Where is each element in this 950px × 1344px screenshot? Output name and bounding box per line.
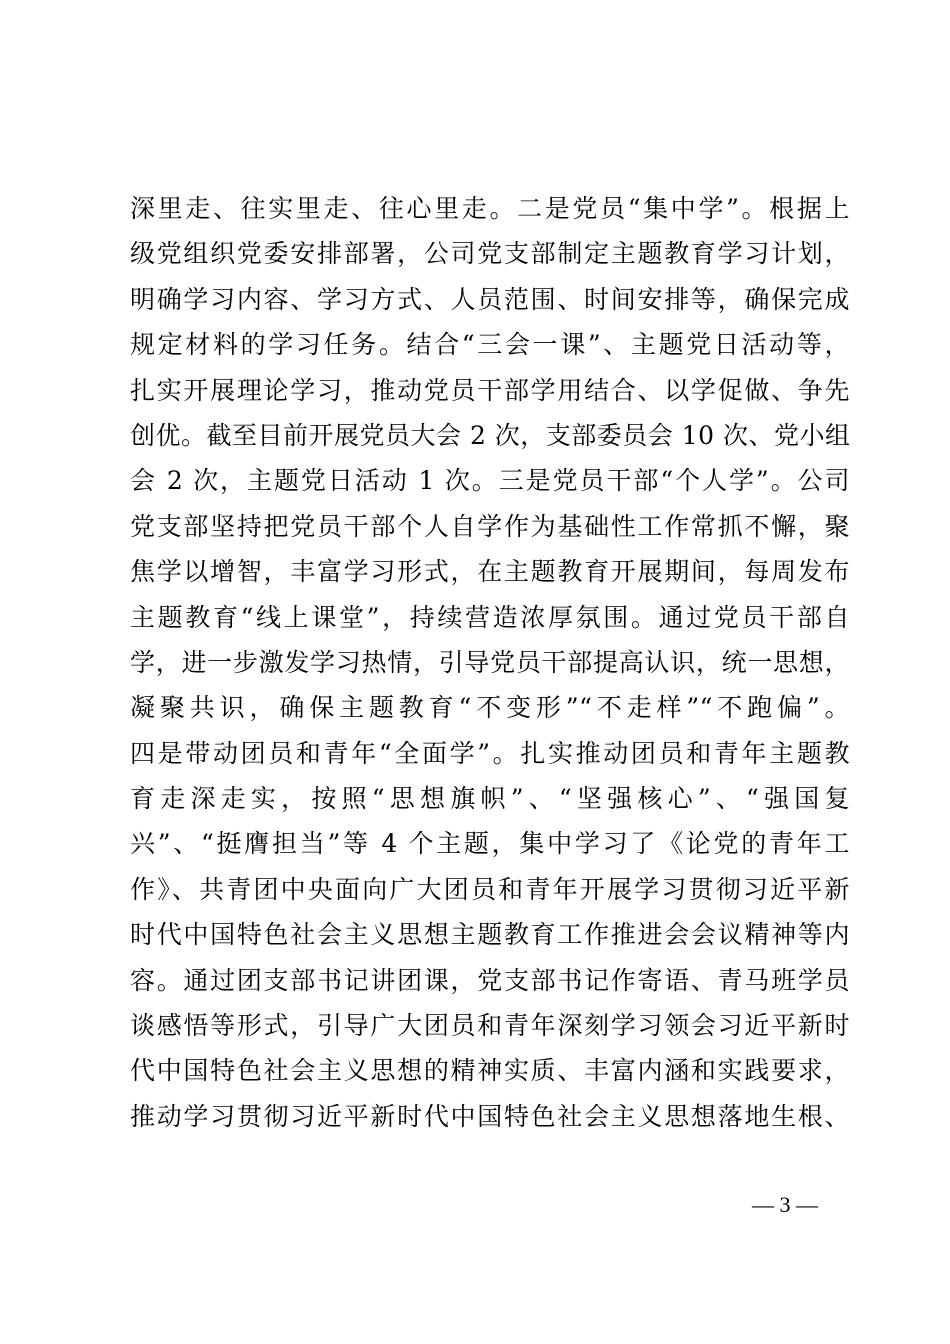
text-line: 推动学习贯彻习近平新时代中国特色社会主义思想落地生根、 — [130, 1101, 850, 1131]
text-line: 四是带动团员和青年“全面学”。扎实推动团员和青年主题教 — [130, 738, 850, 768]
text-line: 容。通过团支部书记讲团课，党支部书记作寄语、青马班学员 — [130, 965, 850, 995]
text-line: 主题教育“线上课堂”，持续营造浓厚氛围。通过党员干部自 — [130, 602, 850, 632]
page-number: — 3 — — [752, 1192, 818, 1217]
text-line: 学，进一步激发学习热情，引导党员干部提高认识，统一思想， — [130, 647, 850, 677]
text-line: 级党组织党委安排部署，公司党支部制定主题教育学习计划， — [130, 239, 850, 269]
text-line: 代中国特色社会主义思想的精神实质、丰富内涵和实践要求， — [130, 1056, 850, 1086]
text-line: 规定材料的学习任务。结合“三会一课”、主题党日活动等， — [130, 330, 850, 360]
text-line: 凝聚共识，确保主题教育“不变形”“不走样”“不跑偏”。 — [130, 693, 850, 723]
text-line: 作》、共青团中央面向广大团员和青年开展学习贯彻习近平新 — [130, 874, 850, 904]
body-text — [130, 186, 850, 1139]
text-line: 会 2 次，主题党日活动 1 次。三是党员干部“个人学”。公司 — [130, 466, 850, 496]
text-line: 深里走、往实里走、往心里走。二是党员“集中学”。根据上 — [130, 194, 850, 223]
text-line: 育走深走实，按照“思想旗帜”、“坚强核心”、“强国复 — [130, 784, 850, 814]
text-line: 焦学以增智，丰富学习形式，在主题教育开展期间，每周发布 — [130, 557, 850, 587]
text-line: 明确学习内容、学习方式、人员范围、时间安排等，确保完成 — [130, 284, 850, 314]
text-line: 谈感悟等形式，引导广大团员和青年深刻学习领会习近平新时 — [130, 1011, 850, 1041]
text-line: 兴”、“挺膺担当”等 4 个主题，集中学习了《论党的青年工 — [130, 829, 850, 859]
text-line: 创优。截至目前开展党员大会 2 次，支部委员会 10 次、党小组 — [130, 420, 851, 450]
text-line: 扎实开展理论学习，推动党员干部学用结合、以学促做、争先 — [130, 375, 850, 405]
text-line: 时代中国特色社会主义思想主题教育工作推进会会议精神等内 — [130, 920, 850, 950]
text-line: 党支部坚持把党员干部个人自学作为基础性工作常抓不懈，聚 — [130, 511, 850, 541]
